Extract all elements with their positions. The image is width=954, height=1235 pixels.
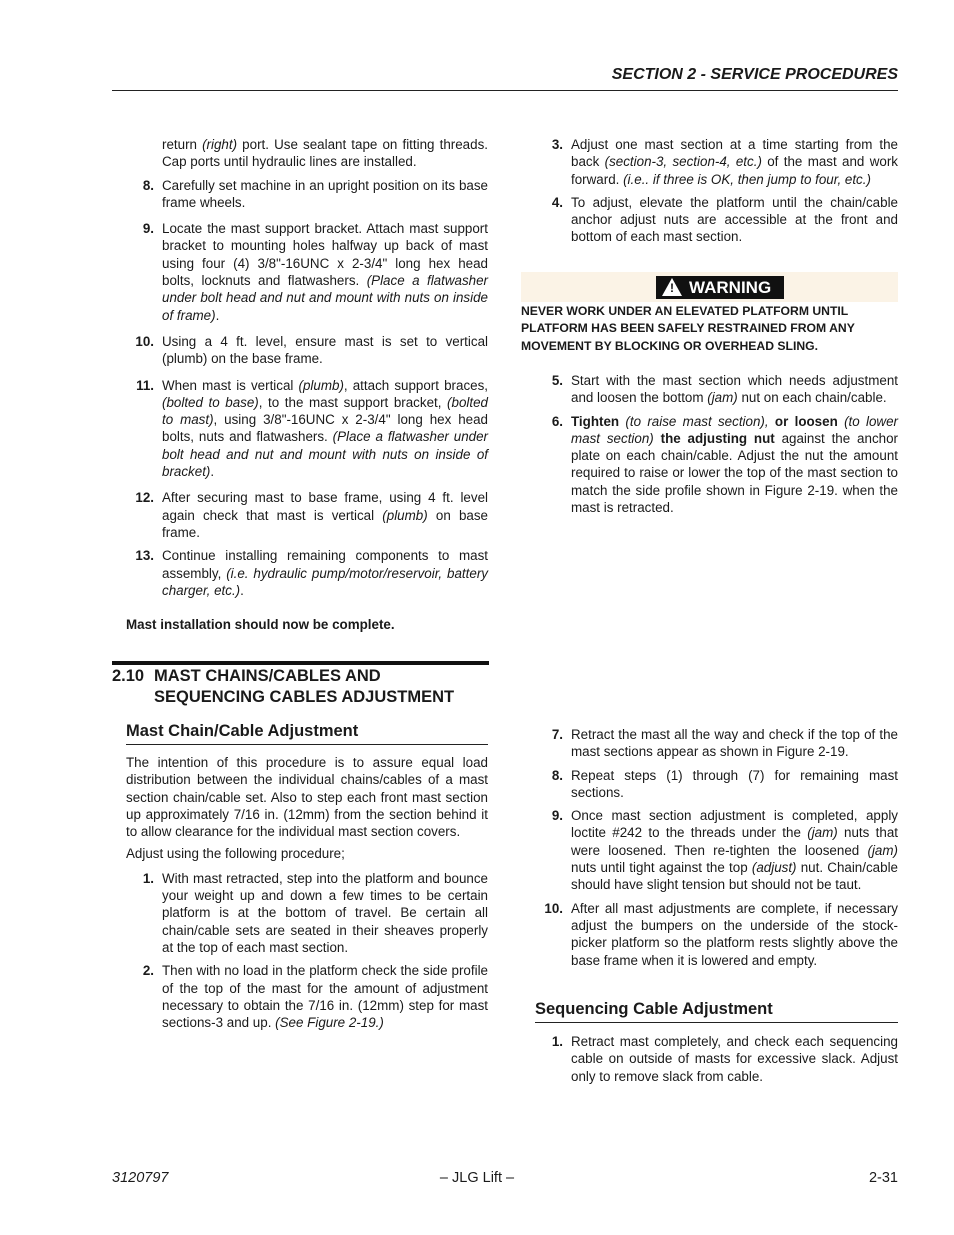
list-item: 2. Then with no load in the platform check the side profile of the top of the mast for the amount of adjustment necessary to obtain the 7/16 in. (12mm) step for mast sections-3 and up. (See Figure 2-19.) xyxy=(142,963,488,1031)
warning-banner xyxy=(521,272,898,302)
list-item: 13. Continue installing remaining components to mast assembly, (i.e. hydraulic pump/motor/reservoir, battery charger, etc.). xyxy=(135,548,488,598)
list-item: 7. Retract the mast all the way and check if the top of the mast sections appear as shown in Figure 2-19. xyxy=(551,727,898,760)
list-item: 8. Repeat steps (1) through (7) for remaining mast sections. xyxy=(551,767,898,800)
list-item: 6. Tighten (to raise mast section), or loosen (to lower mast section) the adjusting nut against the anchor plate on each chain/cable. Adjust the nut the amount required to raise or lower the top of the mast section to match the side profile shown in Figure 2-19. when the mast is retracted. xyxy=(551,413,898,516)
subsection-heading-sequencing: Sequencing Cable Adjustment xyxy=(535,1000,898,1023)
section-rule xyxy=(112,661,489,665)
list-item: 10. Using a 4 ft. level, ensure mast is set to vertical (plumb) on the base frame. xyxy=(135,333,488,367)
footer-doc-number: 3120797 xyxy=(112,1170,169,1186)
list-item: 1. With mast retracted, step into the platform and bounce your weight up and down a few times to be certain platform is at the bottom of travel. Be certain all chain/cable sets are seated in their sheaves properly at the top of each mast section. xyxy=(142,870,488,955)
right-column-lower xyxy=(535,726,898,969)
list-item: 9. Once mast section adjustment is completed, apply loctite #242 to the threads under the (jam) nuts that were loosened. Then re-tighten the loosened (jam) nuts until tight against the top (adjust) nut. Chain/cable should have slight tension but should not be taut. xyxy=(551,808,898,893)
list-item: 5. Start with the mast section which needs adjustment and loosen the bottom (jam) nut on each chain/cable. xyxy=(551,373,898,406)
right-column-mid xyxy=(535,372,898,516)
warning-badge: ! WARNING xyxy=(656,276,784,299)
page-header xyxy=(112,64,898,91)
page-number: 2-31 xyxy=(868,1170,898,1186)
right-column-seq xyxy=(535,1033,898,1085)
left-procedure xyxy=(126,754,488,1031)
list-item: 10. After all mast adjustments are complete, if necessary adjust the bumpers on the underside of the stock-picker platform so the platform rests slightly above the base frame when it is lowered and empty. xyxy=(544,900,898,968)
list-item: return (right) port. Use sealant tape on fitting threads. Cap ports until hydraulic lines are installed. xyxy=(162,137,488,170)
section-header-title: SECTION 2 - SERVICE PROCEDURES xyxy=(611,66,898,83)
list-item: 8. Carefully set machine in an upright position on its base frame wheels. xyxy=(142,177,488,210)
completion-note: Mast installation should now be complete. xyxy=(126,617,395,632)
list-item: 11. When mast is vertical (plumb), attach support braces, (bolted to base), to the mast support bracket, (bolted to mast), using 3/8"-16UNC x 2-3/4" long hex head bolts, nuts and flatwashers. (Place a flatwasher under bolt head and nut and mount with nuts on inside of bracket). xyxy=(136,377,488,480)
footer-center: – JLG Lift – xyxy=(439,1170,515,1186)
list-item: 4. To adjust, elevate the platform until the chain/cable anchor adjust nuts are accessible at the front and bottom of each mast section. xyxy=(551,194,898,245)
section-heading: 2.10 MAST CHAINS/CABLES AND SEQUENCING CABLES ADJUSTMENT xyxy=(112,667,455,706)
right-column-top xyxy=(535,136,898,246)
intro-paragraph: The intention of this procedure is to assure equal load distribution between the individual chains/cables of a mast section chain/cable set. Also to step each front mast section up approximately 7/16 in. (12mm) from the section behind it to allow clearance for the individual mast section covers. xyxy=(126,755,488,840)
warning-text: NEVER WORK UNDER AN ELEVATED PLATFORM UNTIL PLATFORM HAS BEEN SAFELY RESTRAINED FROM ANY MOVEMENT BY BLOCKING OR OVERHEAD SLING. xyxy=(521,304,855,353)
left-column xyxy=(126,136,488,599)
adjust-paragraph: Adjust using the following procedure; xyxy=(126,846,345,862)
list-item: 12. After securing mast to base frame, using 4 ft. level again check that mast is vertical (plumb) on base frame. xyxy=(135,490,488,540)
list-item: 9. Locate the mast support bracket. Attach mast support bracket to mounting holes halfway up back of mast using four (4) 3/8"-16UNC x 2-3/4" long hex head bolts, locknuts and flatwashers. (Place a flatwasher under bolt head and nut and mount with nuts on inside of frame). xyxy=(142,221,489,323)
list-item: 1. Retract mast completely, and check each sequencing cable on outside of masts for excessive slack. Adjust only to remove slack from cable. xyxy=(551,1034,898,1084)
subsection-heading: Mast Chain/Cable Adjustment xyxy=(126,722,488,745)
list-item: 3. Adjust one mast section at a time starting from the back (section-3, section-4, etc.) of the mast and work forward. (i.e.. if three is OK, then jump to four, etc.) xyxy=(551,137,898,187)
